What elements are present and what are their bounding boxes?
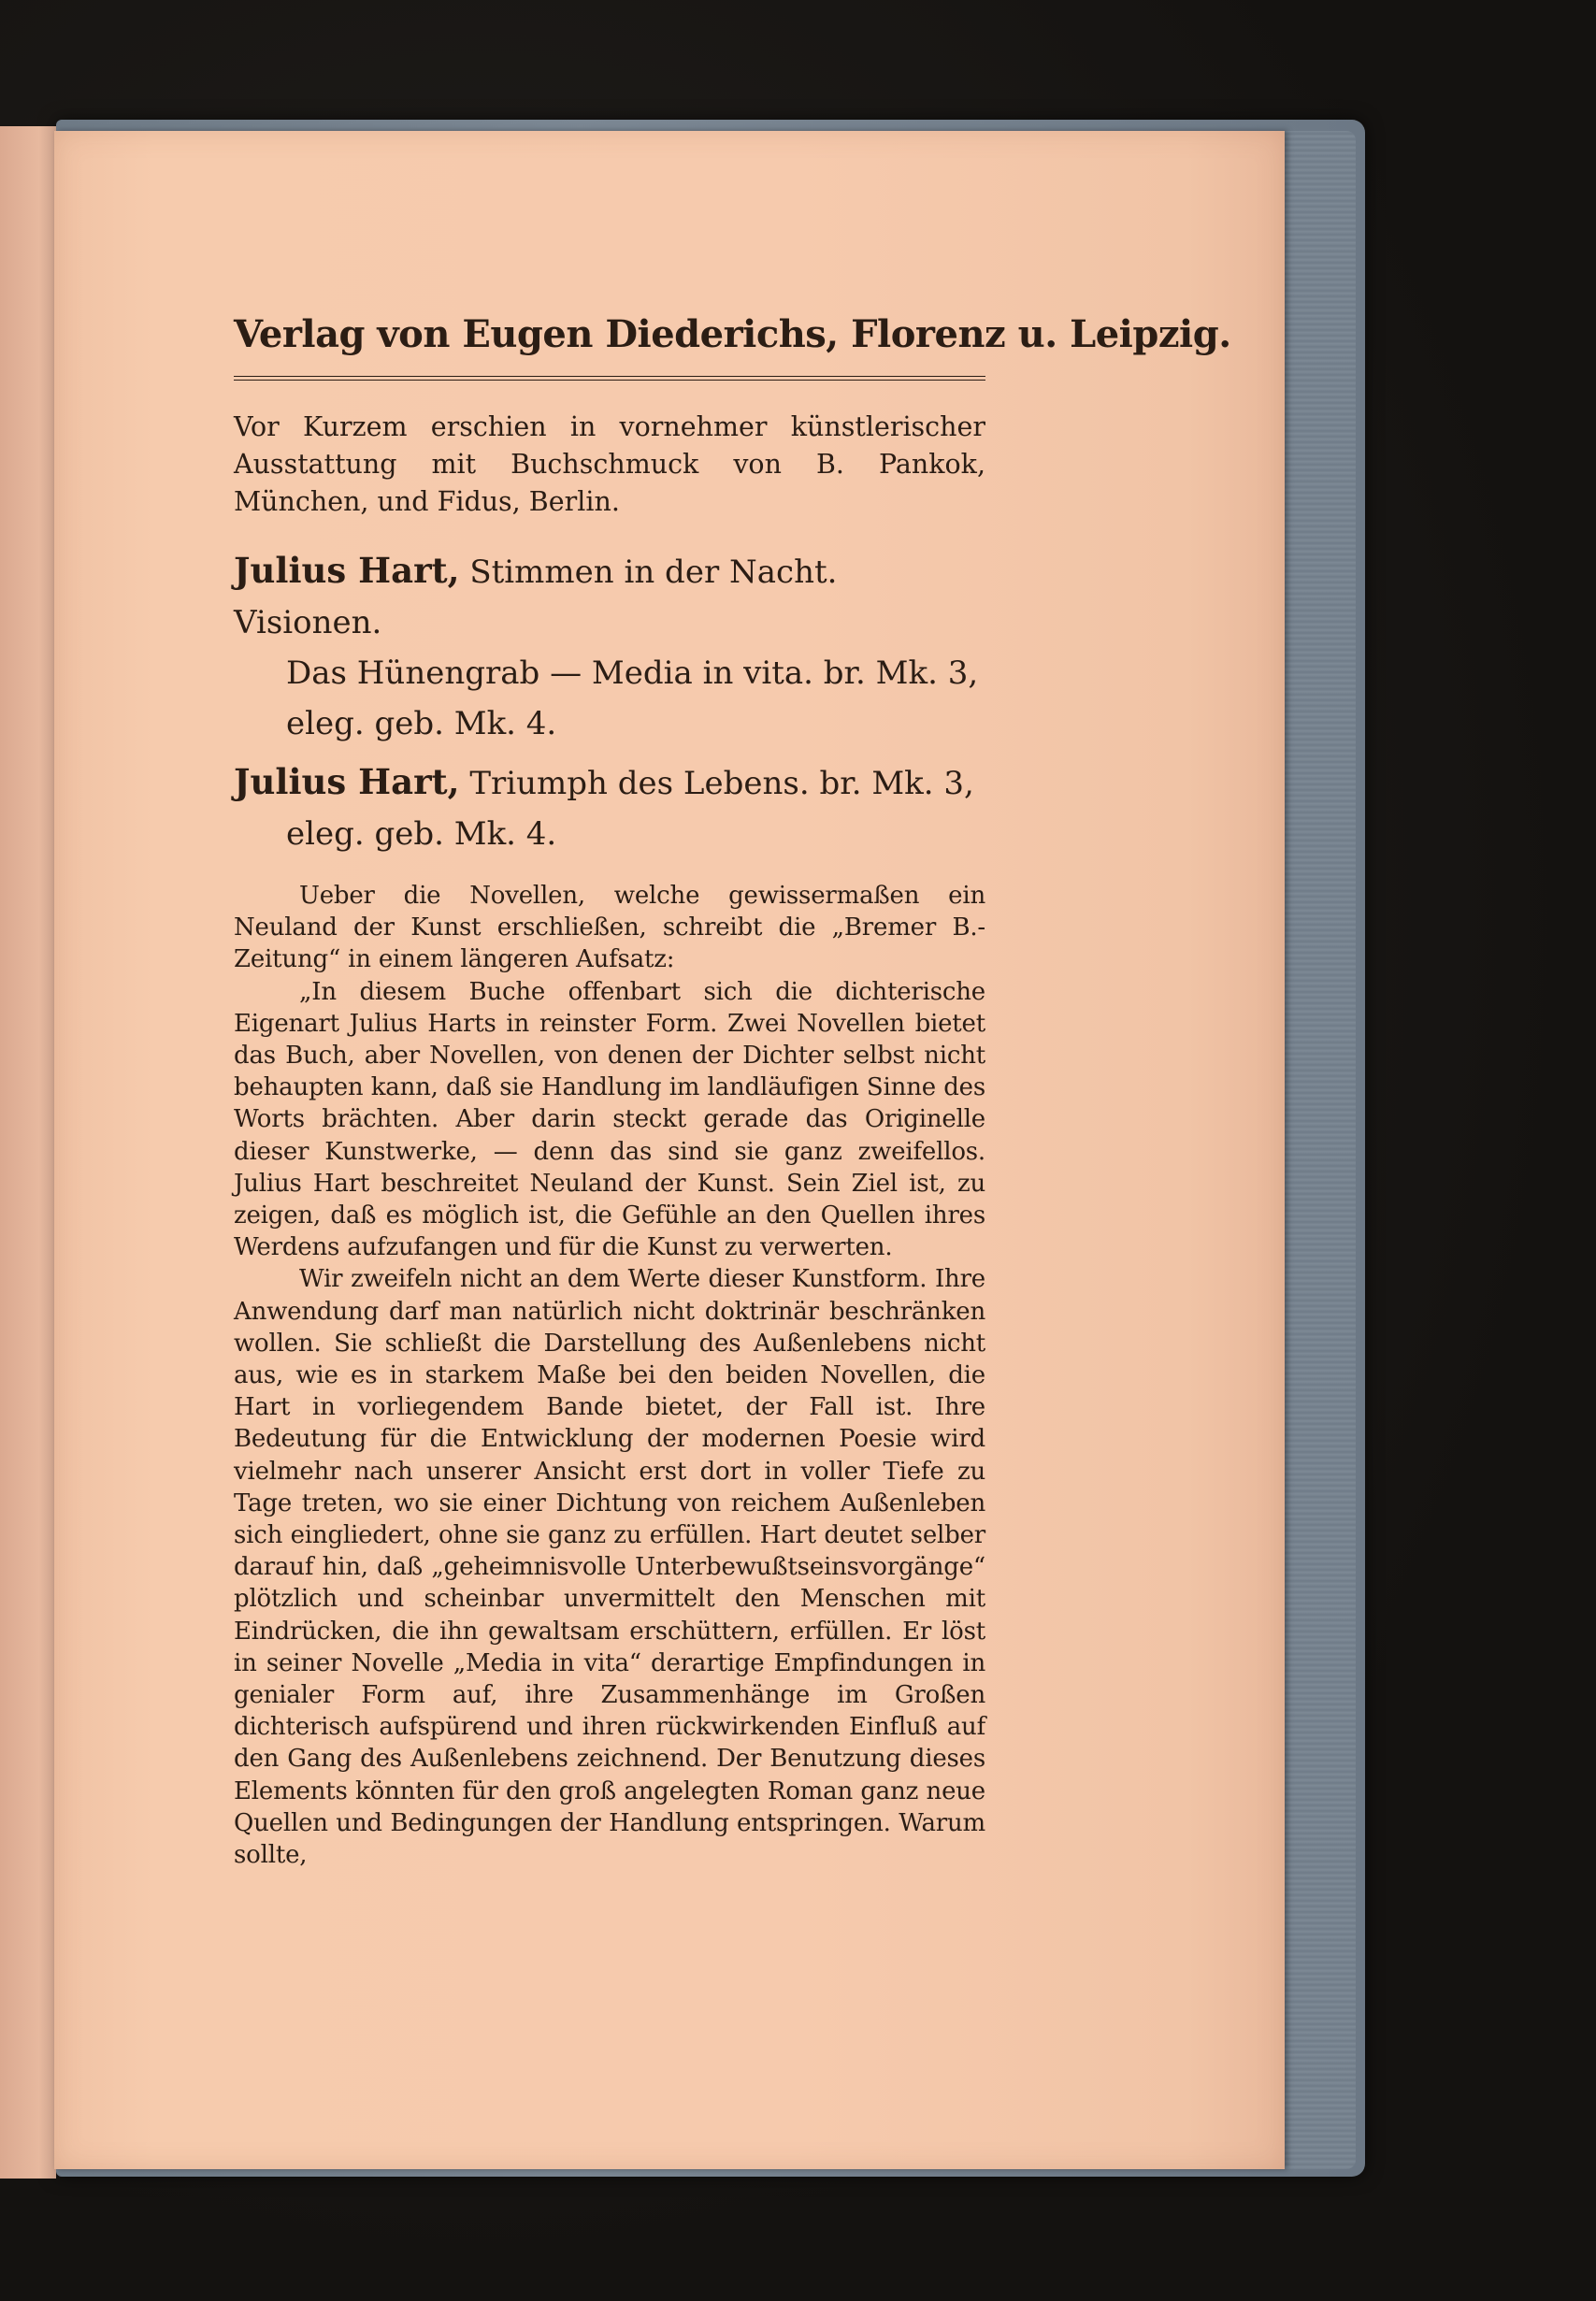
review-intro-paragraph: Ueber die Novellen, welche gewissermaßen ein Neuland der Kunst erschließen, schreibt die „Bremer B.-Zeitung“ in einem längeren Aufsatz:	[234, 882, 985, 974]
publisher-header: Verlag von Eugen Diederichs, Florenz u. Leipzig.	[234, 312, 1231, 356]
review-text	[234, 880, 985, 1871]
page-text-block	[234, 309, 1231, 1871]
facing-page-edge	[0, 126, 56, 2179]
quote-paragraph-2: Wir zweifeln nicht an dem Werte dieser Kunstform. Ihre Anwendung darf man natürlich nicht doktrinär beschränken wollen. Sie schließt die Darstellung des Außenlebens nicht aus, wie es in starkem Maße bei den beiden Novellen, die Hart in vorliegendem Bande bietet, der Fall ist. Ihre Bedeutung für die Entwicklung der modernen Poesie wird vielmehr nach unserer Ansicht erst dort in voller Tiefe zu Tage treten, wo sie einer Dichtung von reichem Außenleben sich eingliedert, ohne sie ganz zu erfüllen. Hart deutet selber darauf hin, daß „geheimnisvolle Unterbewußtseinsvorgänge“ plötzlich und scheinbar unvermittelt den Menschen mit Eindrücken, die ihn gewaltsam erschüttern, erfüllen. Er löst in seiner Novelle „Media in vita“ derartige Empfindungen in genialer Form auf, ihre Zusammenhänge im Großen dichterisch aufspürend und ihren rückwirkenden Einfluß auf den Gang des Außenlebens zeichnend. Der Benutzung dieses Elements könnten für den groß angelegten Roman ganz neue Quellen und Bedingungen der Handlung entspringen. Warum sollte,	[234, 1265, 985, 1870]
entry-contents: Das Hünengrab — Media in vita. br. Mk. 3,	[286, 654, 979, 692]
entry-author: Julius Hart,	[234, 550, 460, 591]
quote-paragraph-1: „In diesem Buche offenbart sich die dichterische Eigenart Julius Harts in reinster Form. Zwei Novellen bietet das Buch, aber Novellen, von denen der Dichter selbst nicht behaupten kann, daß sie Handlung im landläufigen Sinne des Worts brächten. Aber darin steckt gerade das Originelle dieser Kunstwerke, — denn das sind sie ganz zweifellos. Julius Hart beschreitet Neuland der Kunst. Sein Ziel ist, zu zeigen, daß es möglich ist, die Gefühle an den Quellen ihres Werdens aufzufangen und für die Kunst zu verwerten.	[234, 977, 985, 1262]
entry-title: Stimmen in der Nacht. Visionen.	[234, 554, 838, 641]
book-page	[54, 131, 1285, 2169]
book-entry-stimmen	[234, 545, 985, 749]
entry-price: eleg. geb. Mk. 4.	[286, 705, 557, 742]
entry-author: Julius Hart,	[234, 761, 460, 802]
intro-paragraph: Vor Kurzem erschien in vornehmer künstlerischer Ausstattung mit Buchschmuck von B. Pankok, München, und Fidus, Berlin.	[234, 411, 985, 517]
entry-price: eleg. geb. Mk. 4.	[286, 815, 557, 853]
book-entry-triumph	[234, 756, 985, 859]
header-double-rule	[234, 376, 985, 381]
entry-title: Triumph des Lebens. br. Mk. 3,	[469, 765, 974, 802]
